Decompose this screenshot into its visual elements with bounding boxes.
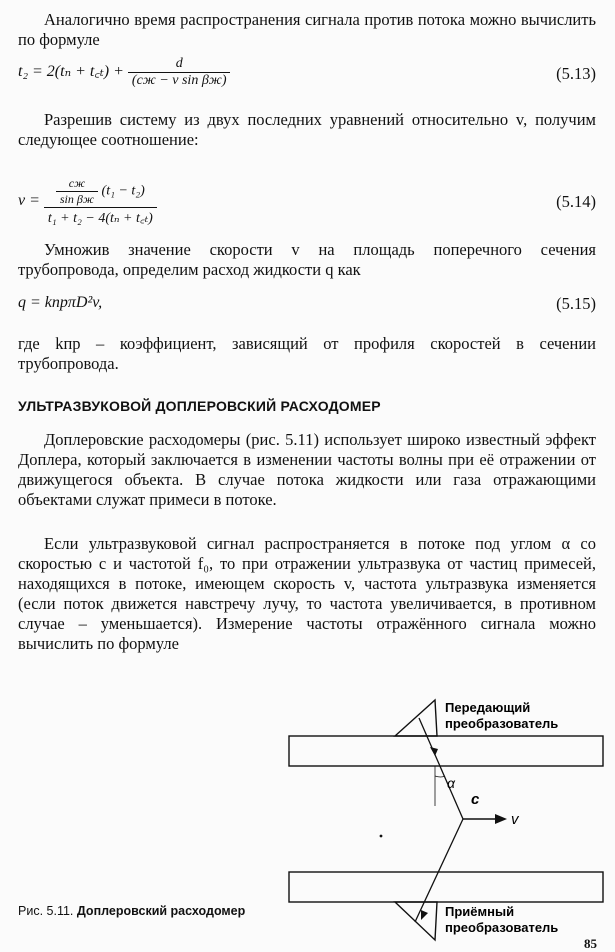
doppler-flowmeter-figure [285, 696, 605, 946]
transmitter-transducer [395, 700, 437, 736]
eq-5-15-number: (5.15) [556, 294, 596, 313]
figure-caption [18, 904, 278, 919]
particle [380, 835, 383, 838]
equation-5-13 [18, 56, 596, 96]
eq-5-14-num-term: (t₁ − t₂) [101, 183, 145, 199]
incident-arrow-head [430, 747, 438, 756]
paragraph-5: Доплеровские расходомеры (рис. 5.11) использует широко известный эффект Доплера, который заключается в изменении частоты волны при её отражении от движущегося объекта. В случае потока жидкости или газа отражающими объектами служат примеси в потоке. [18, 430, 596, 509]
eq-5-14-denominator: t₁ + t₂ − 4(tₙ + t꜀ₜ) [47, 211, 153, 226]
eq-5-14-number: (5.14) [556, 192, 596, 211]
section-heading: УЛЬТРАЗВУКОВОЙ ДОПЛЕРОВСКИЙ РАСХОДОМЕР [18, 398, 381, 414]
paragraph-6: Если ультразвуковой сигнал распространяется в потоке под углом α со скоростью c и частотой f₀, то при отражении ультразвука от частиц примесей, находящихся в потоке, имеющем скорость v, частота ультразвука изменяется (если поток движется навстречу лучу, то частота увеличивается, в противном случае – уменьшается). Измерение частоты отражённого сигнала можно вычислить по формуле [18, 534, 596, 653]
paragraph-2: Разрешив систему из двух последних уравнений относительно v, получим следующее соотношение: [18, 110, 596, 149]
angle-arc [435, 776, 445, 777]
eq-5-15-formula: q = kпрπD²v, [18, 294, 103, 311]
c-label: c [471, 791, 480, 808]
transmitter-label-2: преобразователь [445, 716, 559, 731]
eq-5-14-inner-num: cж [56, 176, 98, 192]
eq-5-14-inner-den: sin βж [59, 192, 95, 206]
caption-label: Рис. 5.11. [18, 904, 74, 918]
receiver-label-1: Приёмный [445, 904, 515, 919]
paragraph-4: где kпр – коэффициент, зависящий от профиля скоростей в сечении трубопровода. [18, 334, 596, 373]
eq-5-13-lhs: t₂ = 2(tₙ + t꜀ₜ) + [18, 63, 124, 81]
transmitter-label-1: Передающий [445, 700, 531, 715]
reflected-arrow-head [421, 910, 428, 920]
alpha-label: α [447, 775, 455, 791]
caption-text: Доплеровский расходомер [76, 904, 246, 918]
equation-5-14 [18, 172, 596, 228]
eq-5-13-number: (5.13) [556, 64, 596, 83]
receiver-label-2: преобразователь [445, 920, 559, 935]
eq-5-13-denominator: (cж − v sin βж) [131, 73, 227, 88]
paragraph-1: Аналогично время распространения сигнала против потока можно вычислить по формуле [18, 10, 596, 49]
eq-5-13-numerator: d [128, 56, 231, 73]
pipe-top-wall [289, 736, 603, 766]
flow-arrow-head [495, 814, 507, 824]
pipe-bottom-wall [289, 872, 603, 902]
paragraph-3: Умножив значение скорости v на площадь поперечного сечения трубопровода, определим расход жидкости q как [18, 240, 596, 279]
eq-5-14-lhs: v = [18, 192, 40, 210]
equation-5-15 [18, 288, 596, 316]
page-number: 85 [584, 936, 597, 951]
v-label: v [511, 811, 519, 828]
incident-beam [419, 718, 463, 819]
